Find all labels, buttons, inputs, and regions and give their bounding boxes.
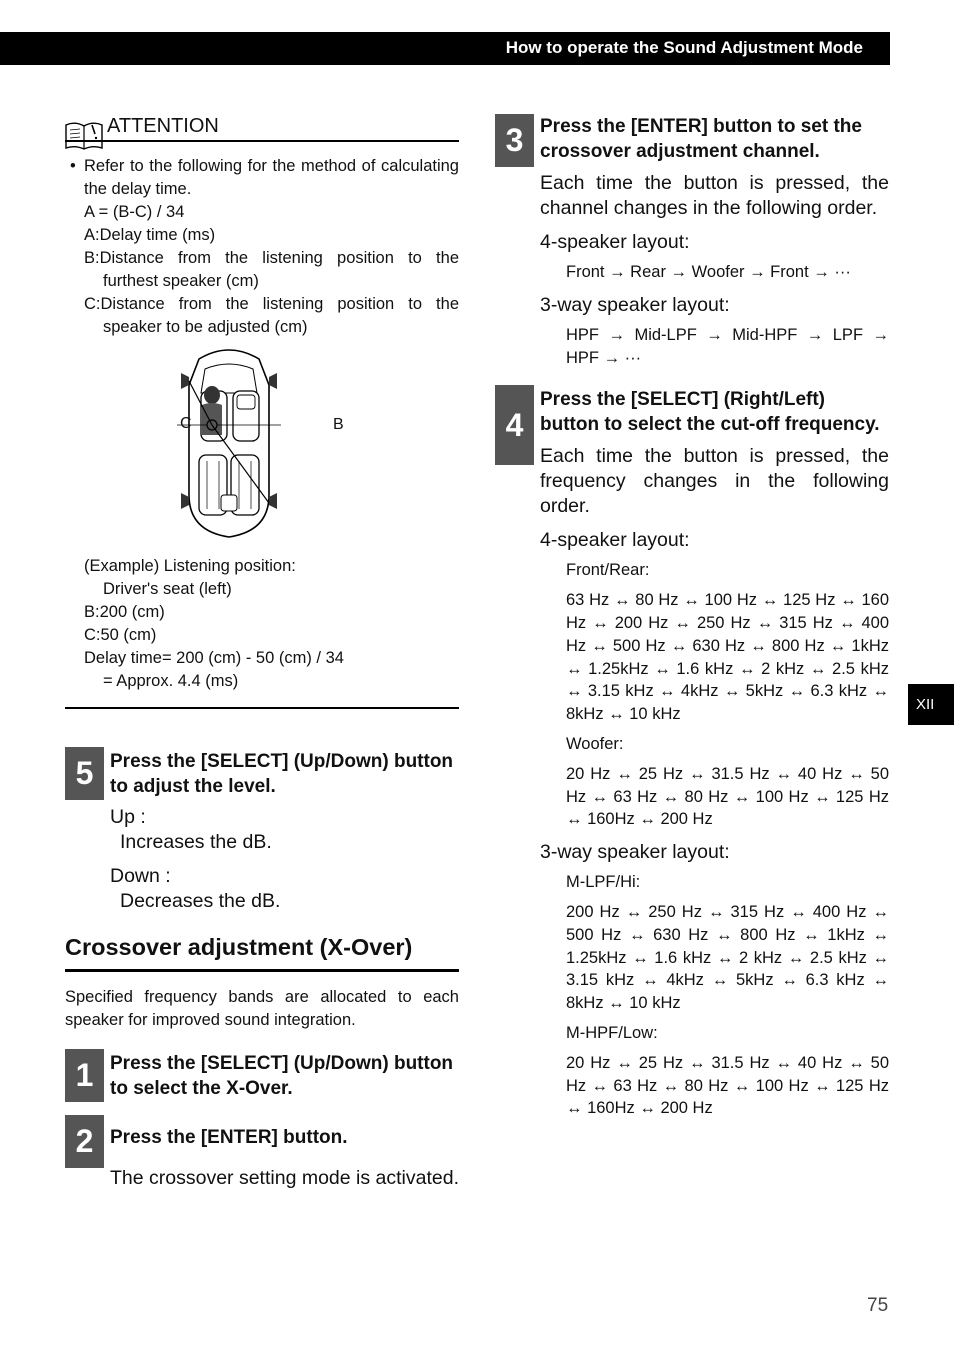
- step-3-layout3-sequence: HPF → Mid-LPF → Mid-HPF → LPF → HPF → ···: [566, 325, 889, 367]
- step-3: [495, 110, 889, 369]
- car-top-view-figure: [177, 345, 281, 545]
- attention-header: [65, 110, 459, 142]
- step-4-layout4-label: 4-speaker layout:: [540, 529, 690, 552]
- step-2-title: Press the [ENTER] button.: [110, 1127, 348, 1148]
- step-3-layout4-sequence: Front → Rear → Woofer → Front → ···: [566, 263, 851, 281]
- definition-b: B:Distance from the listening position to the furthest speaker (cm): [84, 249, 459, 290]
- step-3-layout3-label: 3-way speaker layout:: [540, 293, 730, 316]
- step-5-up-desc: Increases the dB.: [120, 831, 272, 853]
- step-3-layout4-label: 4-speaker layout:: [540, 231, 690, 253]
- step-3-title: Press the [ENTER] button to set the crossover adjustment channel.: [540, 116, 862, 162]
- woofer-label: Woofer:: [566, 734, 624, 753]
- step-1-number: 1: [65, 1049, 104, 1102]
- step-3-number: 3: [495, 114, 534, 167]
- section-intro: Specified frequency bands are allocated to each speaker for improved sound integration.: [65, 988, 459, 1029]
- attention-text: Refer to the following for the method of calculating the delay time.: [84, 157, 459, 198]
- definition-c: C:Distance from the listening position to the speaker to be adjusted (cm): [84, 295, 459, 336]
- label-c: C: [180, 415, 192, 432]
- delay-calc-line1: Delay time= 200 (cm) - 50 (cm) / 34: [84, 649, 344, 667]
- example-block: [65, 555, 459, 693]
- step-5-down-desc: Decreases the dB.: [120, 890, 281, 912]
- definition-a: A:Delay time (ms): [84, 226, 216, 244]
- example-line2: Driver's seat (left): [103, 580, 232, 598]
- example-line1: (Example) Listening position:: [84, 557, 296, 575]
- front-rear-sequence: 63 Hz ↔ 80 Hz ↔ 100 Hz ↔ 125 Hz ↔ 160 Hz ↔ 200 Hz ↔ 250 Hz ↔ 315 Hz ↔ 400 Hz ↔ 500 Hz ↔ 630 Hz ↔ 800 Hz ↔ 1kHz ↔ 1.25kHz ↔ 1.6 kHz ↔ 2 kHz ↔ 2.5 kHz ↔ 3.15 kHz ↔ 4kHz ↔ 5kHz ↔ 6.3 kHz ↔ 8kHz ↔ 10 kHz: [566, 591, 889, 724]
- step-4-title: Press the [SELECT] (Right/Left) button to select the cut-off frequency.: [540, 389, 880, 436]
- step-1: [65, 1049, 459, 1103]
- chapter-tab: XII: [908, 684, 954, 725]
- example-c-value: C:50 (cm): [84, 626, 157, 644]
- example-b-value: B:200 (cm): [84, 603, 165, 621]
- step-5-number: 5: [65, 747, 104, 800]
- step-4-layout3-label: 3-way speaker layout:: [540, 841, 730, 864]
- step-2-desc: The crossover setting mode is activated.: [110, 1167, 459, 1189]
- mhpf-sequence: 20 Hz ↔ 25 Hz ↔ 31.5 Hz ↔ 40 Hz ↔ 50 Hz ↔ 63 Hz ↔ 80 Hz ↔ 100 Hz ↔ 125 Hz ↔ 160Hz ↔ 200 Hz: [566, 1053, 889, 1118]
- attention-label: ATTENTION: [107, 115, 219, 137]
- step-2-number: 2: [65, 1115, 104, 1168]
- car-speaker-diagram: [65, 345, 459, 555]
- delay-calc-line2: = Approx. 4.4 (ms): [103, 672, 239, 690]
- step-4-desc: Each time the button is pressed, the frequency changes in the following order.: [540, 445, 889, 518]
- step-5-down-label: Down :: [110, 865, 171, 887]
- book-note-icon: [65, 121, 103, 151]
- step-5: [65, 747, 459, 914]
- attention-note: [65, 155, 459, 339]
- mlpf-sequence: 200 Hz ↔ 250 Hz ↔ 315 Hz ↔ 400 Hz ↔ 500 Hz ↔ 630 Hz ↔ 800 Hz ↔ 1kHz ↔ 1.25kHz ↔ 1.6 kHz ↔ 2 kHz ↔ 2.5 kHz ↔ 3.15 kHz ↔ 4kHz ↔ 5kHz ↔ 6.3 kHz ↔ 8kHz ↔ 10 kHz: [566, 902, 889, 1013]
- mhpf-label: M-HPF/Low:: [566, 1023, 658, 1042]
- header-title: How to operate the Sound Adjustment Mode: [505, 38, 863, 57]
- header-bar: [0, 32, 890, 65]
- step-4: [495, 385, 889, 1120]
- front-rear-label: Front/Rear:: [566, 561, 650, 580]
- step-5-up-label: Up :: [110, 806, 146, 828]
- woofer-sequence: 20 Hz ↔ 25 Hz ↔ 31.5 Hz ↔ 40 Hz ↔ 50 Hz ↔ 63 Hz ↔ 80 Hz ↔ 100 Hz ↔ 125 Hz ↔ 160Hz ↔ 200 Hz: [566, 764, 889, 829]
- left-column: [65, 110, 459, 1191]
- delay-formula: A = (B-C) / 34: [84, 203, 185, 221]
- mlpf-label: M-LPF/Hi:: [566, 873, 641, 892]
- step-5-title: Press the [SELECT] (Up/Down) button to adjust the level.: [110, 751, 454, 797]
- page-number: 75: [867, 1295, 889, 1316]
- right-column: [495, 110, 889, 1120]
- attention-end-rule: [65, 707, 459, 709]
- section-heading: Crossover adjustment (X-Over): [65, 934, 459, 972]
- step-1-title: Press the [SELECT] (Up/Down) button to select the X-Over.: [110, 1053, 454, 1099]
- label-b: B: [333, 416, 344, 433]
- bullet-mark: •: [70, 157, 76, 175]
- step-2: [65, 1115, 459, 1191]
- step-4-number: 4: [495, 385, 534, 465]
- step-3-desc: Each time the button is pressed, the channel changes in the following order.: [540, 172, 889, 219]
